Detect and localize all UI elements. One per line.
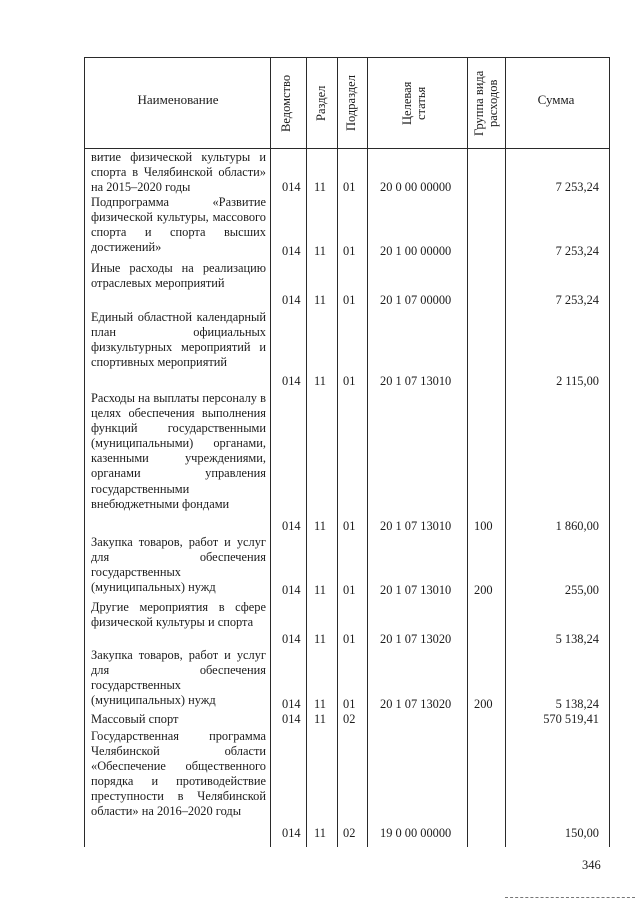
row-razdel: 11 <box>314 697 326 711</box>
footer-rule <box>505 897 635 898</box>
row-razdel: 11 <box>314 712 326 726</box>
row-sum: 7 253,24 <box>555 293 599 307</box>
row-ved: 014 <box>282 244 301 258</box>
header-bottom-border <box>84 148 610 149</box>
row-podrazdel: 01 <box>343 180 356 194</box>
row-name: Расходы на выплаты персоналу в целях обеспечения выполнения функций государственными (муниципальными) органами, казенными учреждениями, органами управления государственными внебюджетными фондами <box>91 391 266 511</box>
row-sum: 7 253,24 <box>555 180 599 194</box>
header-ved: Ведомство <box>279 74 293 132</box>
row-ved: 014 <box>282 712 301 726</box>
row-name: Иные расходы на реализацию отраслевых мероприятий <box>91 261 266 291</box>
row-cs: 20 0 00 00000 <box>380 180 452 194</box>
row-ved: 014 <box>282 374 301 388</box>
row-sum: 5 138,24 <box>555 632 599 646</box>
row-ved: 014 <box>282 180 301 194</box>
row-ved: 014 <box>282 293 301 307</box>
row-podrazdel: 02 <box>343 712 356 726</box>
row-cs: 20 1 07 13010 <box>380 583 452 597</box>
row-razdel: 11 <box>314 293 326 307</box>
row-cs: 20 1 07 13010 <box>380 519 452 533</box>
row-sum: 2 115,00 <box>556 374 599 388</box>
row-cs: 19 0 00 00000 <box>380 826 452 840</box>
row-podrazdel: 01 <box>343 632 356 646</box>
row-ved: 014 <box>282 519 301 533</box>
row-razdel: 11 <box>314 583 326 597</box>
header-razdel: Раздел <box>314 85 328 121</box>
row-podrazdel: 01 <box>343 583 356 597</box>
header-gr-line1: Группа вида <box>472 70 486 136</box>
col-divider <box>367 57 368 847</box>
row-razdel: 11 <box>314 519 326 533</box>
row-sum: 255,00 <box>564 583 599 597</box>
header-gr-line2: расходов <box>486 79 500 127</box>
row-sum: 150,00 <box>564 826 599 840</box>
row-razdel: 11 <box>314 826 326 840</box>
table-top-border <box>84 57 610 58</box>
col-divider <box>467 57 468 847</box>
row-razdel: 11 <box>314 180 326 194</box>
row-cs: 20 1 07 13020 <box>380 632 452 646</box>
header-cs-line1: Целевая <box>400 81 414 125</box>
row-sum: 5 138,24 <box>555 697 599 711</box>
row-razdel: 11 <box>314 374 326 388</box>
row-gr: 200 <box>474 697 493 711</box>
row-razdel: 11 <box>314 244 326 258</box>
col-divider <box>337 57 338 847</box>
row-podrazdel: 01 <box>343 293 356 307</box>
row-name: Массовый спорт <box>91 712 179 726</box>
row-name: Подпрограмма «Развитие физической культуры, массового спорта и спорта высших достижений» <box>91 195 266 255</box>
row-name: Другие мероприятия в сфере физической культуры и спорта <box>91 600 266 630</box>
row-cs: 20 1 07 00000 <box>380 293 452 307</box>
row-sum: 1 860,00 <box>555 519 599 533</box>
row-ved: 014 <box>282 697 301 711</box>
row-name: Государственная программа Челябинской области «Обеспечение общественного порядка и противодействие преступности в Челябинской области» на 2016–2020 годы <box>91 729 266 819</box>
row-razdel: 11 <box>314 632 326 646</box>
col-divider <box>306 57 307 847</box>
row-cs: 20 1 00 00000 <box>380 244 452 258</box>
col-divider <box>270 57 271 847</box>
row-sum: 570 519,41 <box>543 712 599 726</box>
row-podrazdel: 01 <box>343 374 356 388</box>
header-cs-line2: статья <box>414 86 428 120</box>
row-ved: 014 <box>282 583 301 597</box>
row-gr: 200 <box>474 583 493 597</box>
row-cs: 20 1 07 13020 <box>380 697 452 711</box>
row-podrazdel: 01 <box>343 519 356 533</box>
row-gr: 100 <box>474 519 493 533</box>
row-name: Закупка товаров, работ и услуг для обеспечения государственных (муниципальных) нужд <box>91 535 266 595</box>
row-cs: 20 1 07 13010 <box>380 374 452 388</box>
row-sum: 7 253,24 <box>555 244 599 258</box>
header-podrazdel: Подраздел <box>344 75 358 131</box>
row-ved: 014 <box>282 632 301 646</box>
row-podrazdel: 02 <box>343 826 356 840</box>
header-sum: Сумма <box>537 92 575 107</box>
row-ved: 014 <box>282 826 301 840</box>
header-gr <box>472 62 502 144</box>
header-name: Наименование <box>137 92 219 107</box>
row-name: витие физической культуры и спорта в Челябинской области» на 2015–2020 годы <box>91 150 266 195</box>
row-name: Единый областной календарный план официальных физкультурных мероприятий и спортивных мероприятий <box>91 310 266 370</box>
col-divider <box>84 57 85 847</box>
row-podrazdel: 01 <box>343 244 356 258</box>
row-podrazdel: 01 <box>343 697 356 711</box>
col-divider <box>609 57 610 847</box>
col-divider <box>505 57 506 847</box>
header-cs <box>400 64 430 142</box>
page-number: 346 <box>582 858 601 872</box>
row-name: Закупка товаров, работ и услуг для обеспечения государственных (муниципальных) нужд <box>91 648 266 708</box>
